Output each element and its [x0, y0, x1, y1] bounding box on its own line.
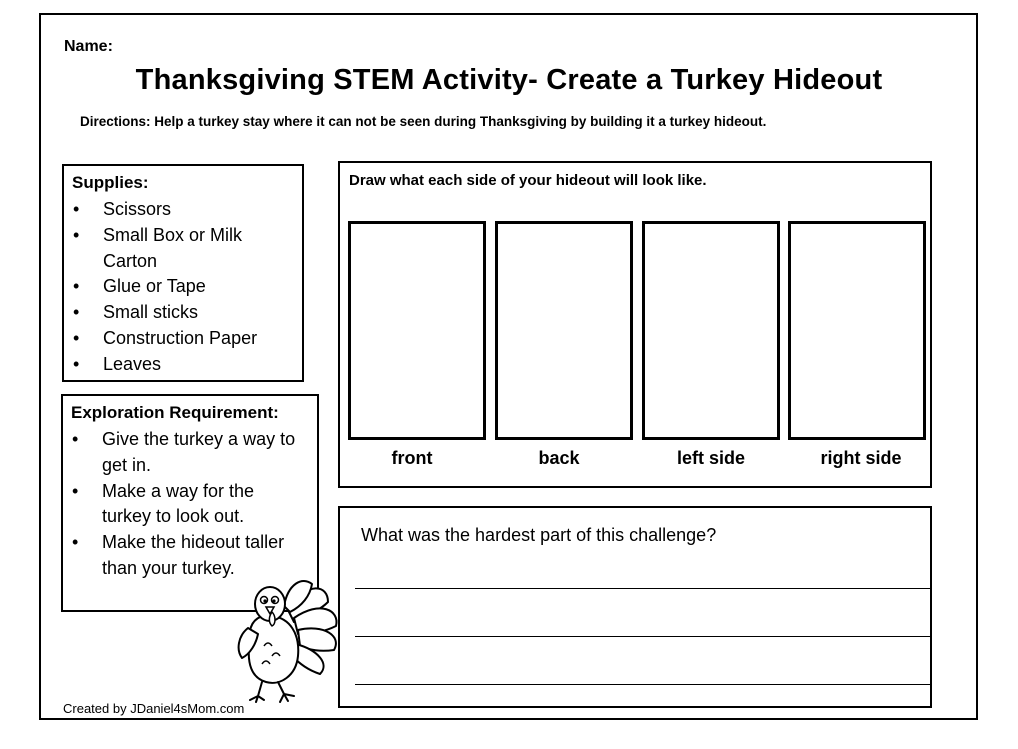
answer-line[interactable]	[355, 588, 930, 589]
supplies-box	[62, 164, 304, 382]
right-side-label: right side	[820, 448, 902, 468]
back-label: back	[538, 448, 580, 468]
exploration-item: • Make the hideout taller than your turkey.	[71, 530, 322, 582]
back-drawing-frame[interactable]	[495, 221, 633, 440]
supply-item: • Small Box or Milk Carton	[72, 223, 253, 275]
drawing-heading: Draw what each side of your hideout will look like.	[349, 172, 707, 189]
supplies-list	[72, 197, 282, 378]
exploration-heading: Exploration Requirement:	[71, 403, 279, 422]
directions-text: Directions: Help a turkey stay where it can not be seen during Thanksgiving by building it a turkey hideout.	[80, 114, 767, 129]
left-side-label: left side	[676, 448, 746, 468]
answer-line[interactable]	[355, 684, 930, 685]
name-label: Name:	[64, 38, 113, 55]
exploration-list	[71, 427, 311, 582]
supply-item: • Small sticks	[72, 300, 282, 326]
question-box	[338, 506, 932, 708]
supply-item: • Construction Paper	[72, 326, 282, 352]
exploration-item: • Give the turkey a way to get in.	[71, 427, 302, 479]
supply-item: • Glue or Tape	[72, 274, 282, 300]
drawing-area	[338, 161, 932, 488]
answer-line[interactable]	[355, 636, 930, 637]
supply-item: • Leaves	[72, 352, 282, 378]
question-prompt: What was the hardest part of this challenge?	[361, 525, 717, 545]
exploration-item: • Make a way for the turkey to look out.	[71, 479, 302, 531]
front-drawing-frame[interactable]	[348, 221, 486, 440]
front-label: front	[391, 448, 433, 468]
supply-item: • Scissors	[72, 197, 282, 223]
right-side-drawing-frame[interactable]	[788, 221, 926, 440]
supplies-heading: Supplies:	[72, 173, 149, 192]
credit-text: Created by JDaniel4sMom.com	[63, 701, 245, 716]
left-side-drawing-frame[interactable]	[642, 221, 780, 440]
turkey-illustration	[228, 570, 344, 706]
worksheet-title: Thanksgiving STEM Activity- Create a Turkey Hideout	[135, 64, 883, 96]
